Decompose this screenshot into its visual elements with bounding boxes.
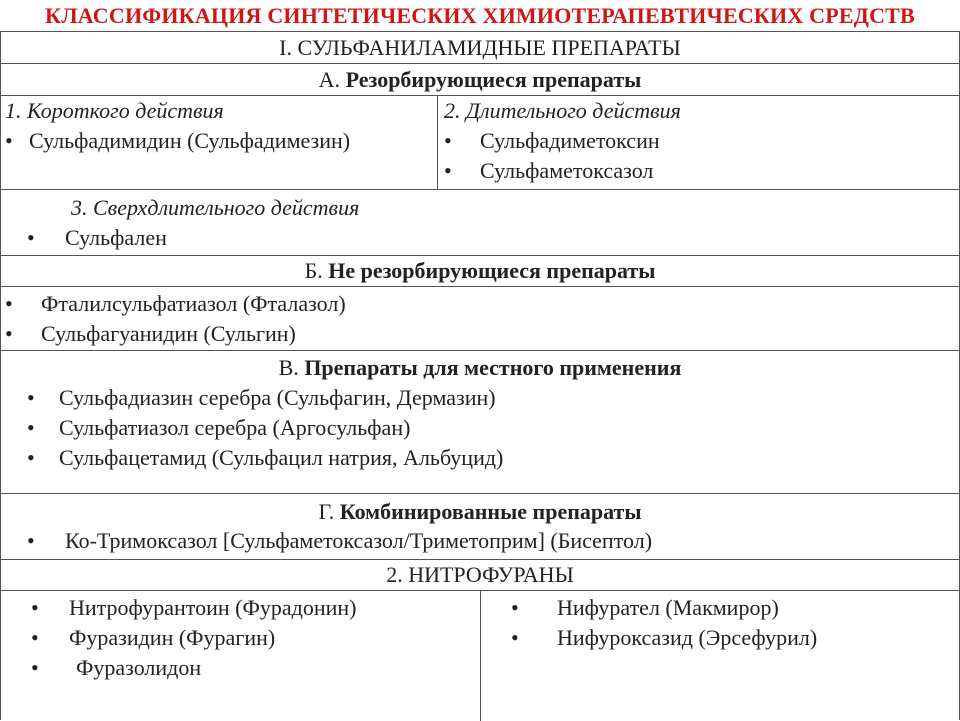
- drug-name: Фуразолидон: [76, 655, 202, 680]
- group-name: Препараты для местного применения: [304, 355, 682, 380]
- bullet: •: [31, 625, 39, 650]
- bullet: •: [511, 595, 519, 620]
- long-acting-heading: 2. Длительного действия: [444, 98, 681, 123]
- bullet: •: [27, 225, 35, 250]
- list-item: [511, 593, 779, 623]
- list-item: [27, 526, 652, 556]
- list-item: [27, 443, 503, 473]
- bullet: •: [511, 625, 519, 650]
- bullet: •: [31, 595, 39, 620]
- list-item: [31, 623, 275, 653]
- bullet: •: [27, 445, 35, 470]
- bullet: •: [444, 128, 452, 153]
- resorbable-split-row: [1, 96, 959, 190]
- bullet: •: [5, 291, 13, 316]
- drug-name: Фуразидин (Фурагин): [69, 625, 276, 650]
- drug-name: Сульфатиазол серебра (Аргосульфан): [59, 415, 411, 440]
- list-item: [511, 623, 817, 653]
- drug-name: Сульфагуанидин (Сульгин): [41, 321, 296, 346]
- group-name: Комбинированные препараты: [339, 499, 642, 524]
- bullet: •: [5, 128, 13, 153]
- group-v-header: [1, 353, 959, 383]
- group-name: Резорбирующиеся препараты: [345, 67, 642, 92]
- list-item: [27, 383, 496, 413]
- bullet: •: [31, 655, 39, 680]
- list-item: [5, 289, 346, 319]
- bullet: •: [27, 385, 35, 410]
- bullet: •: [5, 321, 13, 346]
- list-item: [31, 593, 356, 623]
- list-item: [444, 156, 653, 186]
- drug-name: Ко-Тримоксазол [Сульфаметоксазол/Триметоприм] (Бисептол): [65, 528, 653, 553]
- group-prefix: В.: [278, 355, 305, 380]
- group-prefix: А.: [318, 67, 346, 92]
- group-name: Не резорбирующиеся препараты: [328, 258, 656, 283]
- ultra-long-row: [1, 190, 959, 256]
- nitrofurans-row: [1, 591, 959, 721]
- group-b-header: [1, 256, 959, 287]
- classification-table: [0, 31, 960, 720]
- bullet: •: [27, 415, 35, 440]
- list-item: [5, 319, 296, 349]
- section-sulfonamides-header: [1, 32, 959, 64]
- drug-name: Сульфаметоксазол: [480, 158, 654, 183]
- drug-name: Нифуроксазид (Эрсефурил): [557, 625, 818, 650]
- drug-name: Сульфадиметоксин: [480, 128, 660, 153]
- ultra-long-heading: 3. Сверхдлительного действия: [71, 195, 360, 220]
- section-title: 2. НИТРОФУРАНЫ: [386, 562, 574, 587]
- group-a-header: [1, 64, 959, 96]
- section-nitrofurans-header: [1, 560, 959, 591]
- group-b-items: [1, 287, 959, 351]
- drug-name: Нифурател (Макмирор): [557, 595, 779, 620]
- group-v-block: [1, 351, 959, 494]
- list-item: [5, 126, 350, 156]
- bullet: •: [444, 158, 452, 183]
- column-divider: [480, 591, 481, 721]
- drug-name: Сульфадиазин серебра (Сульфагин, Дермазин): [59, 385, 496, 410]
- list-item: [31, 653, 201, 683]
- drug-name: Фталилсульфатиазол (Фталазол): [41, 291, 346, 316]
- drug-name: Нитрофурантоин (Фурадонин): [69, 595, 357, 620]
- list-item: [27, 413, 410, 443]
- short-acting-heading: 1. Короткого действия: [5, 98, 224, 123]
- section-title: I. СУЛЬФАНИЛАМИДНЫЕ ПРЕПАРАТЫ: [279, 35, 681, 60]
- group-g-header: [1, 497, 959, 527]
- drug-name: Сульфадимидин (Сульфадимезин): [29, 128, 351, 153]
- column-divider: [437, 96, 438, 189]
- drug-name: Сульфален: [65, 225, 167, 250]
- drug-name: Сульфацетамид (Сульфацил натрия, Альбуцид): [59, 445, 504, 470]
- bullet: •: [27, 528, 35, 553]
- list-item: [27, 223, 167, 253]
- group-g-block: [1, 494, 959, 560]
- group-prefix: Г.: [318, 499, 340, 524]
- group-prefix: Б.: [304, 258, 329, 283]
- list-item: [444, 126, 660, 156]
- page-title: КЛАССИФИКАЦИЯ СИНТЕТИЧЕСКИХ ХИМИОТЕРАПЕВТИЧЕСКИХ СРЕДСТВ: [45, 3, 915, 28]
